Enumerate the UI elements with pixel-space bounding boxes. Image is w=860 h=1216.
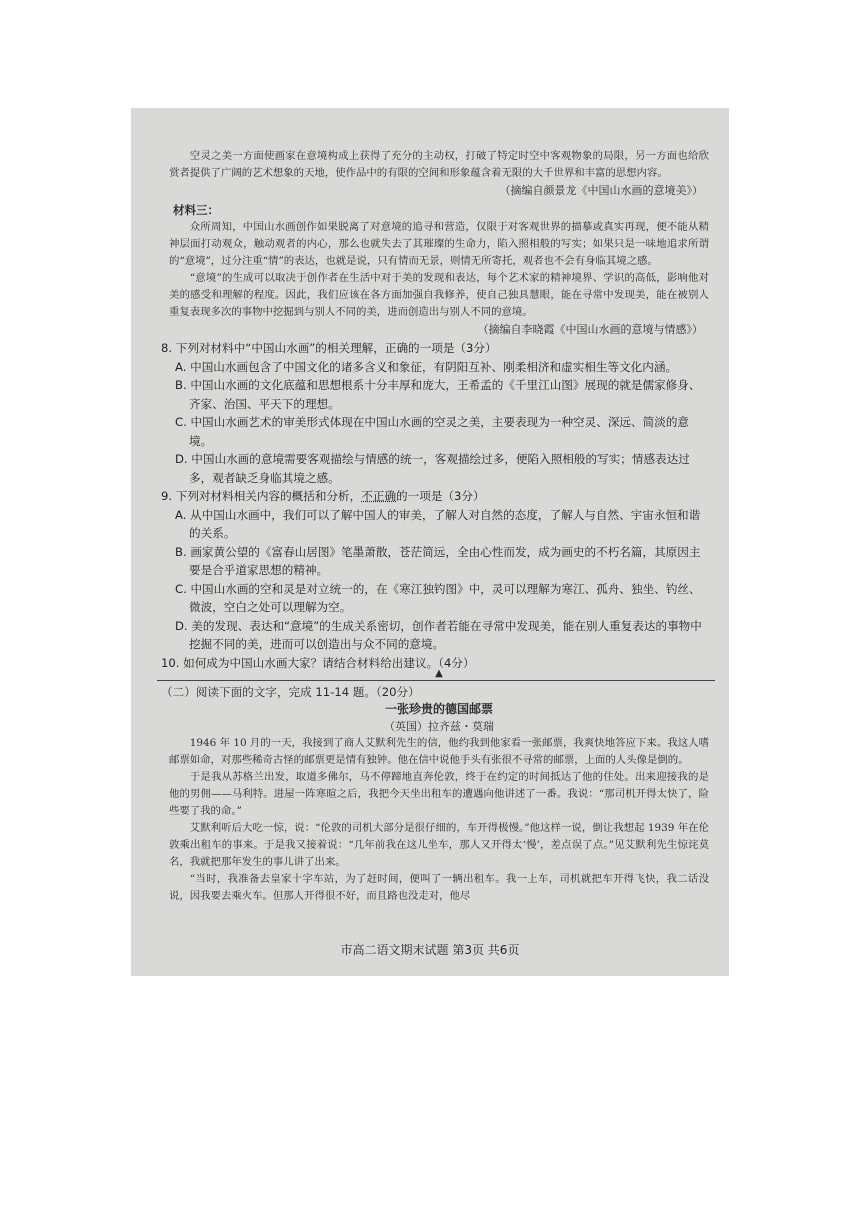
material3-source: （摘编自李晓霞《中国山水画的意境与情感》） xyxy=(477,323,703,336)
question-9-option-d: D. 美的发现、表达和“意境”的生成关系密切，创作者若能在寻常中发现美，能在别人重复表达的事物中挖掘不同的美，进而可以创造出与众不同的意境。 xyxy=(175,618,702,651)
story-author: （英国）拉齐兹・莫瑞 xyxy=(384,720,494,733)
question-9-option-a: A. 从中国山水画中，我们可以了解中国人的审美，了解人对自然的态度，了解人与自然、宇宙永恒和谐的关系。 xyxy=(175,507,701,540)
question-8-option-b: B. 中国山水画的文化底蕴和思想根系十分丰厚和庞大，王希孟的《千里江山图》展现的就是儒家修身、齐家、治国、平天下的理想。 xyxy=(175,378,701,411)
question-8-option-c: C. 中国山水画艺术的审美形式体现在中国山水画的空灵之美，主要表现为一种空灵、深远、简淡的意境。 xyxy=(175,415,690,448)
scanned-page xyxy=(131,108,729,976)
triangle-mark: ▲ xyxy=(435,668,443,679)
material3-paragraph-2: “意境”的生成可以取决于创作者在生活中对于美的发现和表达，每个艺术家的精神境界、学识的高低，影响他对美的感受和理解的程度。因此，我们应该在各方面加强自我修养，使自己独具慧眼，能在寻常中发现美，能在被别人重复表现多次的事物中挖掘到与别人不同的美，进而创造出与别人不同的意境。 xyxy=(169,272,709,318)
question-9-emphasis: 不正确 xyxy=(361,489,397,503)
material2-closing-paragraph: 空灵之美一方面使画家在意境构成上获得了充分的主动权，打破了特定时空中客观物象的局限，另一方面也给欣赏者提供了广阔的艺术想象的天地，使作品中的有限的空间和形象蕴含着无限的大千世界和丰富的思想内容。 xyxy=(169,150,709,179)
story-title: 一张珍贵的德国邮票 xyxy=(384,702,493,716)
story-paragraph-1: 1946 年 10 月的一天，我接到了商人艾默利先生的信，他约我到他家看一张邮票，我爽快地答应下来。我这人嗜邮票如命，对那些稀奇古怪的邮票更是情有独钟。他在信中说他手头有张很不寻常的邮票，上面的人头像是倒的。 xyxy=(169,737,709,766)
story-paragraph-4: “当时，我准备去皇家十字车站，为了赶时间，便叫了一辆出租车。我一上车，司机就把车开得飞快，我二话没说，因我要去乘火车。但那人开得很不好，而且路也没走对，他尽 xyxy=(169,873,709,902)
question-9-option-c: C. 中国山水画的空和灵是对立统一的，在《寒江独钓图》中，灵可以理解为寒江、孤舟、独坐、钓丝、微波，空白之处可以理解为空。 xyxy=(175,581,701,614)
question-8-option-d: D. 中国山水画的意境需要客观描绘与情感的统一，客观描绘过多，便陷入照相般的写实；情感表达过多，观者缺乏身临其境之感。 xyxy=(175,452,690,485)
question-9-stem-start: 9. 下列对材料相关内容的概括和分析， xyxy=(161,489,362,503)
question-9-stem-end: 的一项是（3分） xyxy=(396,489,485,503)
material3-title: 材料三： xyxy=(173,203,219,217)
question-9-stem xyxy=(161,487,709,506)
material2-source: （摘编自颜景龙《中国山水画的意境美》） xyxy=(499,184,703,197)
page-footer: 市高二语文期末试题 第3页 共6页 xyxy=(340,943,520,957)
story-paragraph-3: 艾默利听后大吃一惊，说：“伦敦的司机大部分是很仔细的，车开得极慢。”他这样一说，倒让我想起 1939 年在伦敦乘出租车的事来。于是我又接着说：“几年前我在这儿坐车，那人又开得太‘慢’，差点误了点。”见艾默利先生惊诧莫名，我就把那年发生的事儿讲了出来。 xyxy=(169,822,709,868)
page-content xyxy=(161,148,709,905)
section-divider xyxy=(157,680,715,681)
story-paragraph-2: 于是我从苏格兰出发，取道多佛尔，马不停蹄地直奔伦敦，终于在约定的时间抵达了他的住处。出来迎接我的是他的男佣——马利特。进屋一阵寒暄之后，我把今天坐出租车的遭遇向他讲述了一番。我说：“那司机开得太快了，险些要了我的命。” xyxy=(169,771,709,817)
material3-paragraph-1: 众所周知，中国山水画创作如果脱离了对意境的追寻和营造，仅限于对客观世界的描摹或真实再现，便不能从精神层面打动观众，触动观者的内心，那么也就失去了其璀璨的生命力，陷入照相般的写实；如果只是一味地追求所谓的“意境”，过分注重“情”的表达，也就是说，只有情而无景，则情无所寄托，观者也不会有身临其境之感。 xyxy=(169,221,709,267)
section-2-heading: （二）阅读下面的文字，完成 11-14 题。（20分） xyxy=(161,685,420,699)
question-8-option-a: A. 中国山水画包含了中国文化的诸多含义和象征，有阴阳互补、刚柔相济和虚实相生等文化内涵。 xyxy=(175,359,678,374)
question-8-stem: 8. 下列对材料中“中国山水画”的相关理解，正确的一项是（3分） xyxy=(161,341,497,355)
question-9-option-b: B. 画家黄公望的《富春山居图》笔墨萧散，苍茫简远，全由心性而发，成为画史的不朽名篇，其原因主要是合乎道家思想的精神。 xyxy=(175,544,701,577)
question-10-stem: 10. 如何成为中国山水画大家？请结合材料给出建议。（4分） xyxy=(161,655,475,670)
